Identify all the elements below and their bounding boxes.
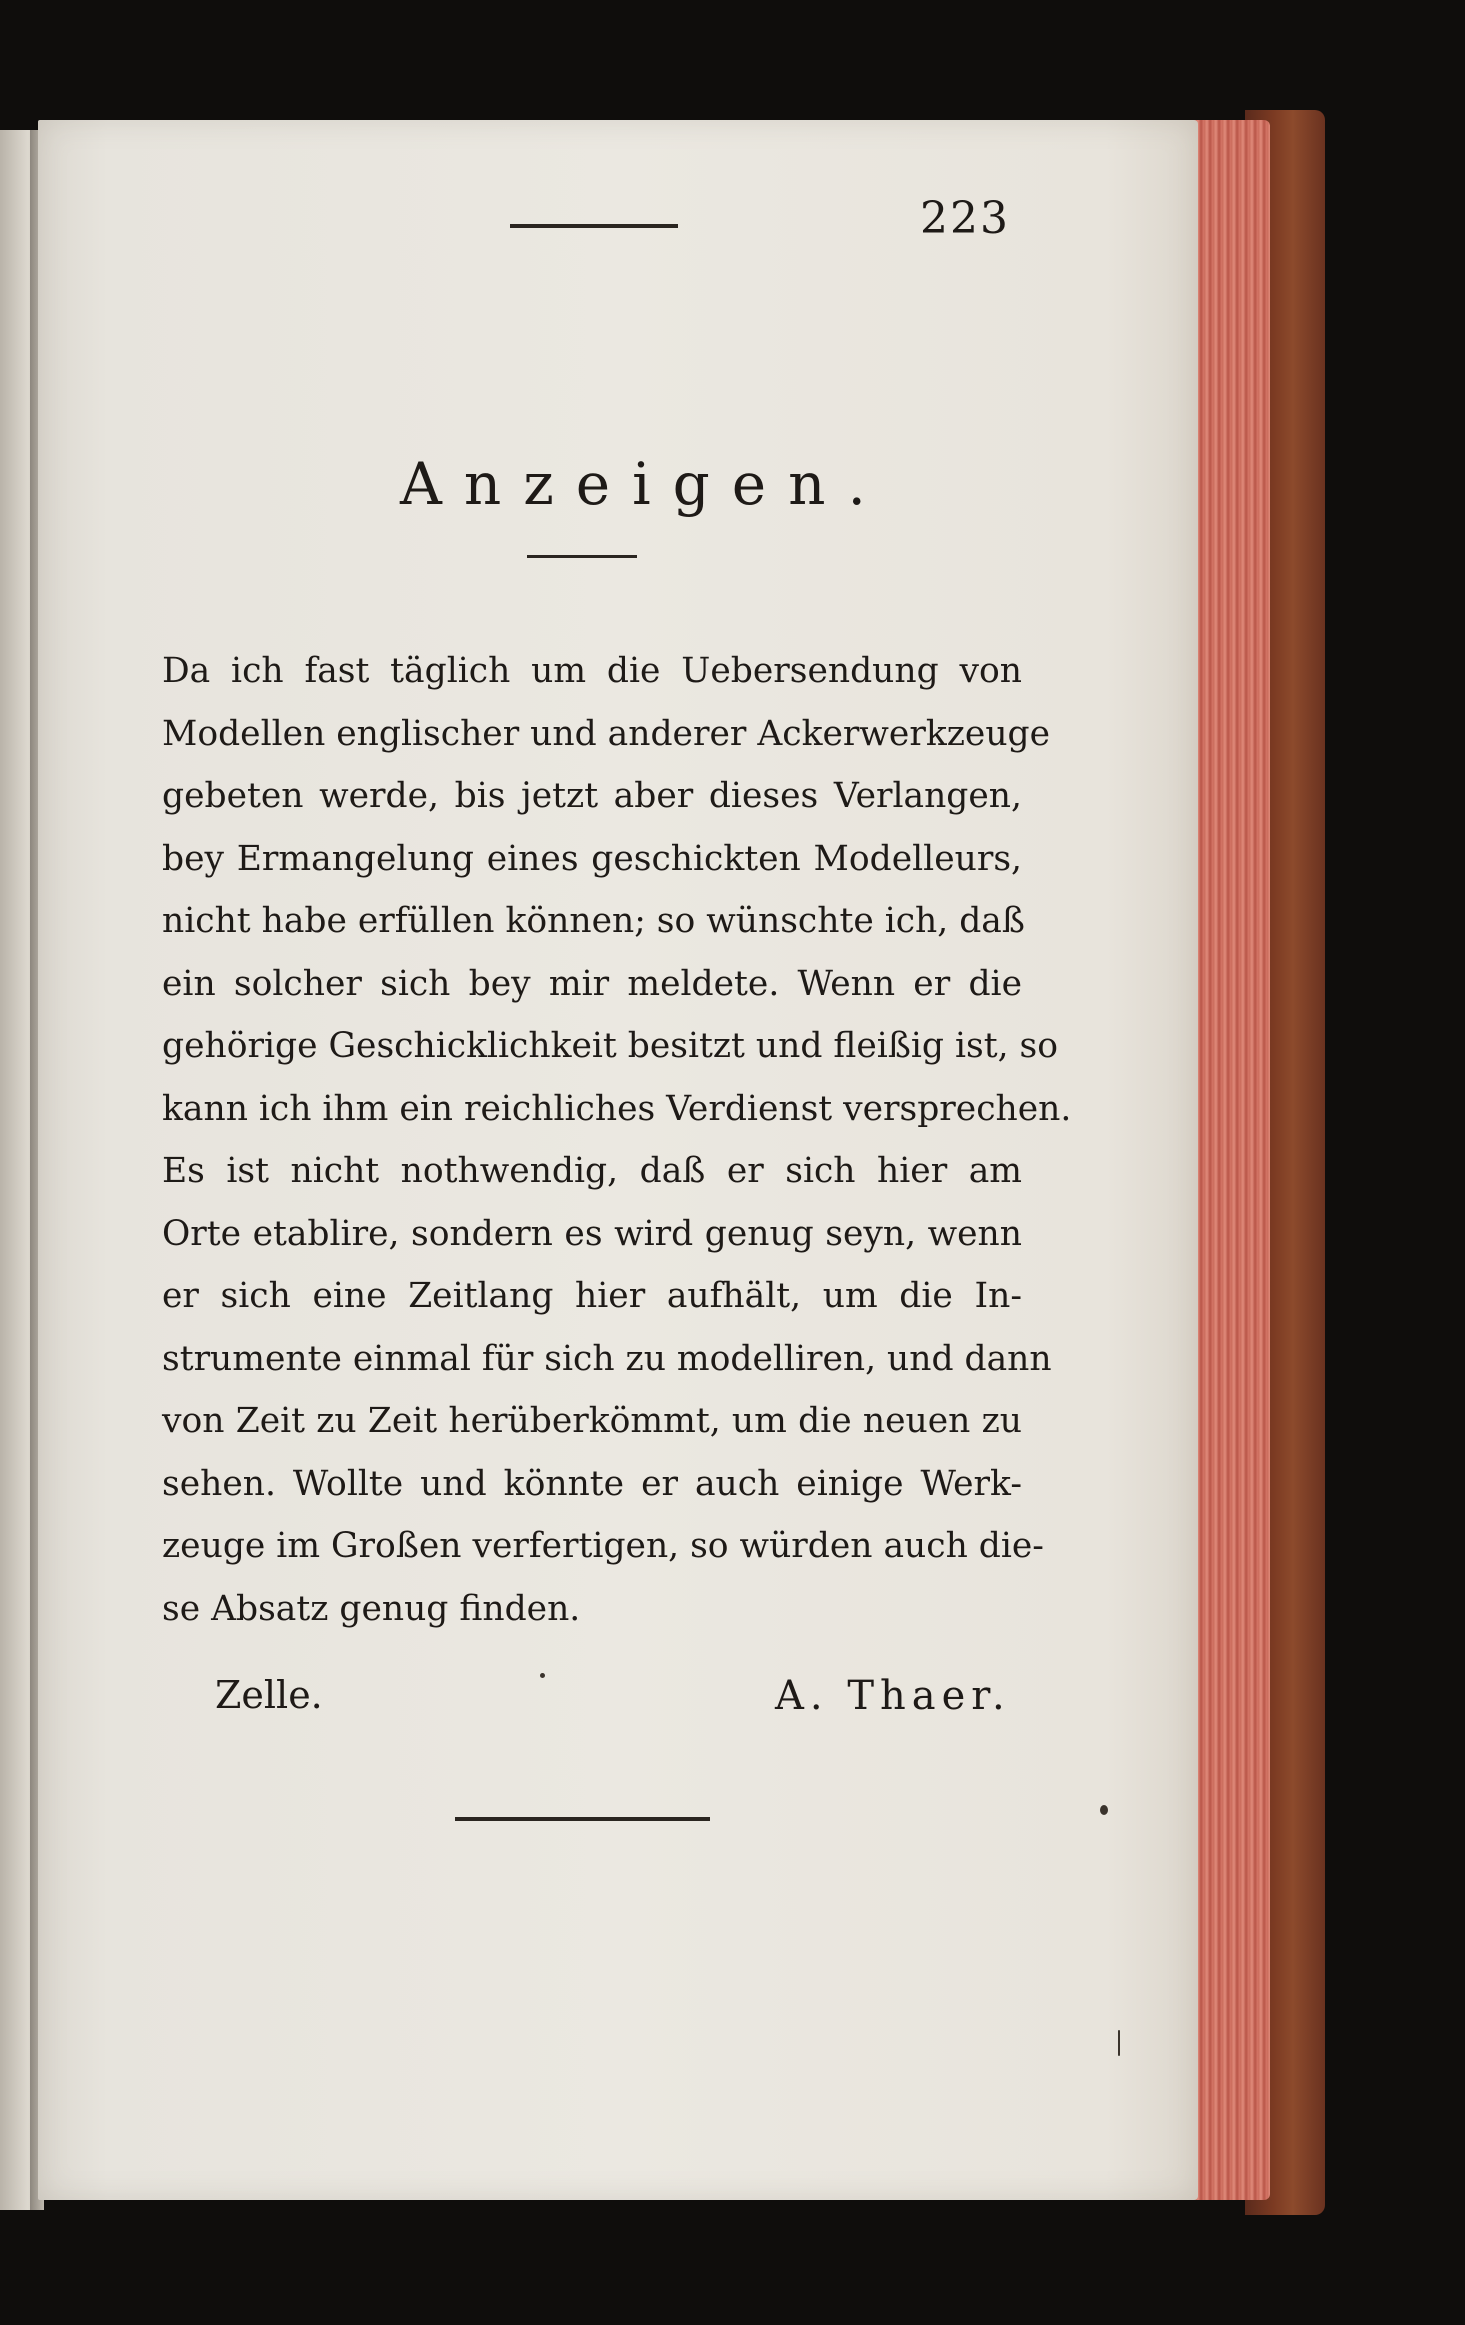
heading-underline (527, 555, 637, 558)
text-line: zeuge im Großen verfertigen, so würden auch die- (162, 1526, 1044, 1566)
text-line: strumente einmal für sich zu modelliren, und dann (162, 1338, 1052, 1379)
text-line: bey Ermangelung eines geschickten Modelleurs, (162, 838, 1022, 879)
paper-speck (540, 1673, 545, 1678)
text-line: ein solcher sich bey mir meldete. Wenn er die (162, 963, 1022, 1004)
text-line: von Zeit zu Zeit herüberkömmt, um die neuen zu (162, 1401, 1022, 1441)
text-line: Modellen englischer und anderer Ackerwerkzeuge (162, 713, 1051, 754)
signature-place: Zelle. (215, 1673, 323, 1717)
signature-name: A. Thaer. (775, 1673, 1011, 1719)
advertisement-text (162, 640, 1072, 1640)
page-heading: Anzeigen. (400, 450, 888, 518)
text-line: Es ist nicht nothwendig, daß er sich hier am (162, 1151, 1022, 1191)
text-line: er sich eine Zeitlang hier aufhält, um die In- (162, 1276, 1022, 1316)
text-line: gehörige Geschicklichkeit besitzt und fleißig ist, so (162, 1026, 1058, 1066)
text-line: Orte etablire, sondern es wird genug seyn, wenn (162, 1213, 1022, 1254)
paper-speck (1100, 1805, 1108, 1815)
paper-speck (1118, 2030, 1120, 2056)
header-rule (510, 224, 678, 228)
text-line: se Absatz genug finden. (162, 1588, 581, 1629)
footer-rule (455, 1817, 710, 1821)
text-line: nicht habe erfüllen können; so wünschte ich, daß (162, 901, 1025, 941)
text-line: sehen. Wollte und könnte er auch einige Werk- (162, 1463, 1022, 1504)
text-line: gebeten werde, bis jetzt aber dieses Verlangen, (162, 776, 1022, 816)
text-line: Da ich fast täglich um die Uebersendung von (162, 651, 1022, 691)
page-number: 223 (920, 193, 1010, 244)
text-line: kann ich ihm ein reichliches Verdienst versprechen. (162, 1088, 1072, 1129)
